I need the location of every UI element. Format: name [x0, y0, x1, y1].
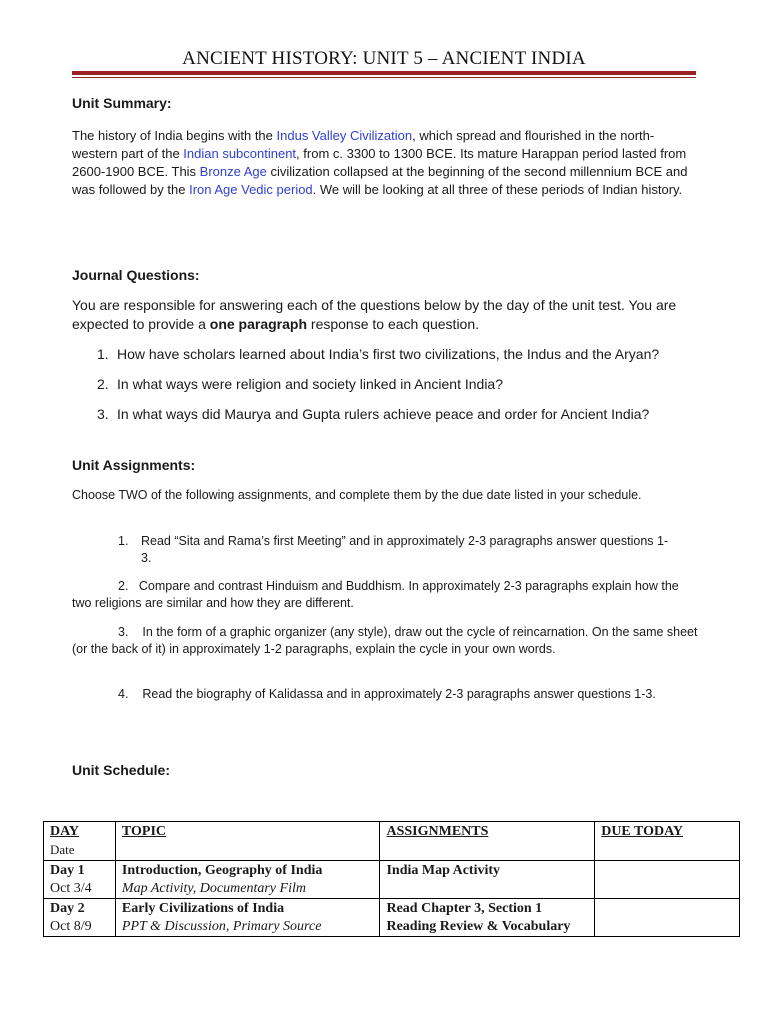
schedule-heading: Unit Schedule: — [72, 762, 171, 778]
day-date: Oct 8/9 — [50, 918, 92, 934]
table-header-row — [44, 822, 740, 861]
summary-text-2: , which spread and flourished in the north-western part of the — [72, 128, 655, 161]
question-number: 1. — [97, 346, 109, 362]
day-date: Oct 3/4 — [50, 880, 92, 896]
table-row — [44, 861, 740, 899]
header-date: Date — [50, 841, 75, 857]
assignment-text: Compare and contrast Hinduism and Buddhism. In approximately 2-3 paragraphs explain how the two religions are similar and how they are different. — [72, 579, 679, 610]
due-cell — [595, 899, 740, 937]
journal-intro — [72, 296, 698, 334]
table-row — [44, 899, 740, 937]
link-iron-age-vedic-period[interactable]: Iron Age Vedic period — [189, 182, 313, 197]
journal-question — [72, 375, 698, 394]
summary-paragraph — [72, 127, 698, 199]
header-day-cell — [44, 822, 116, 861]
header-topic: TOPIC — [121, 824, 167, 839]
header-day: DAY — [50, 824, 80, 839]
day-cell — [44, 899, 116, 937]
due-cell — [595, 861, 740, 899]
summary-text-1: The history of India begins with the — [72, 128, 277, 143]
assignment-item — [72, 578, 698, 611]
topic-sub: PPT & Discussion, Primary Source — [121, 918, 322, 934]
header-due-cell — [595, 822, 740, 861]
assignment-item — [118, 533, 678, 566]
day-label: Day 1 — [50, 863, 85, 878]
day-label: Day 2 — [50, 901, 85, 916]
assignment-text: Read “Sita and Rama’s first Meeting” and in approximately 2-3 paragraphs answer questions 1-3. — [141, 534, 669, 565]
assignment-item — [72, 686, 698, 703]
topic-cell — [115, 861, 380, 899]
journal-question-list — [72, 345, 698, 424]
header-assignments: ASSIGNMENTS — [386, 824, 489, 839]
summary-text-5: . We will be looking at all three of these periods of Indian history. — [312, 182, 683, 197]
assignment-line: Read Chapter 3, Section 1 — [386, 901, 543, 916]
link-bronze-age[interactable]: Bronze Age — [199, 164, 267, 179]
assignment-cell — [380, 899, 595, 937]
journal-intro-bold: one paragraph — [209, 316, 308, 332]
assignment-item — [72, 624, 698, 657]
journal-question — [72, 345, 698, 364]
journal-heading: Journal Questions: — [72, 267, 200, 283]
assignments-intro: Choose TWO of the following assignments, and complete them by the due date listed in your schedule. — [72, 488, 642, 502]
assignment-cell — [380, 861, 595, 899]
link-indian-subcontinent[interactable]: Indian subcontinent — [183, 146, 297, 161]
question-text: How have scholars learned about India’s first two civilizations, the Indus and the Aryan? — [117, 346, 660, 362]
topic-sub: Map Activity, Documentary Film — [121, 880, 306, 896]
topic-title: Introduction, Geography of India — [121, 863, 323, 878]
journal-intro-a: You are responsible for answering each of the questions below by the day of the unit test. You are expected to provide a — [72, 297, 677, 332]
topic-title: Early Civilizations of India — [121, 901, 285, 916]
journal-intro-b: response to each question. — [307, 316, 480, 332]
assignment-number: 2. — [118, 579, 129, 593]
header-assignments-cell — [380, 822, 595, 861]
title-rule-thin — [72, 77, 696, 78]
assignment-number: 4. — [118, 687, 129, 701]
assignment-text: Read the biography of Kalidassa and in approximately 2-3 paragraphs answer questions 1-3. — [142, 687, 656, 701]
schedule-table — [43, 821, 740, 937]
summary-text-4: civilization collapsed at the beginning of the second millennium BCE and was followed by the — [72, 164, 688, 197]
assignments-heading: Unit Assignments: — [72, 457, 196, 473]
day-cell — [44, 861, 116, 899]
title-rule-thick — [72, 71, 696, 75]
question-number: 3. — [97, 406, 109, 422]
summary-text-3: , from c. 3300 to 1300 BCE. Its mature Harappan period lasted from 2600-1900 BCE. This — [72, 146, 687, 179]
question-number: 2. — [97, 376, 109, 392]
assignment-number: 1. — [118, 534, 129, 548]
topic-cell — [115, 899, 380, 937]
assignment-line: India Map Activity — [386, 863, 501, 878]
question-text: In what ways did Maurya and Gupta rulers achieve peace and order for Ancient India? — [117, 406, 650, 422]
assignment-line: Reading Review & Vocabulary — [386, 918, 571, 934]
question-text: In what ways were religion and society linked in Ancient India? — [117, 376, 503, 392]
assignment-text: In the form of a graphic organizer (any style), draw out the cycle of reincarnation. On the same sheet (or the back of it) in approximately 1-2 paragraphs, explain the cycle in your own words. — [72, 625, 698, 656]
assignment-number: 3. — [118, 625, 129, 639]
journal-question — [72, 405, 698, 424]
summary-heading: Unit Summary: — [72, 95, 172, 111]
header-due: DUE TODAY — [601, 824, 684, 839]
page-title: ANCIENT HISTORY: UNIT 5 – ANCIENT INDIA — [182, 48, 586, 69]
link-indus-valley-civilization[interactable]: Indus Valley Civilization — [276, 128, 413, 143]
header-topic-cell — [115, 822, 380, 861]
